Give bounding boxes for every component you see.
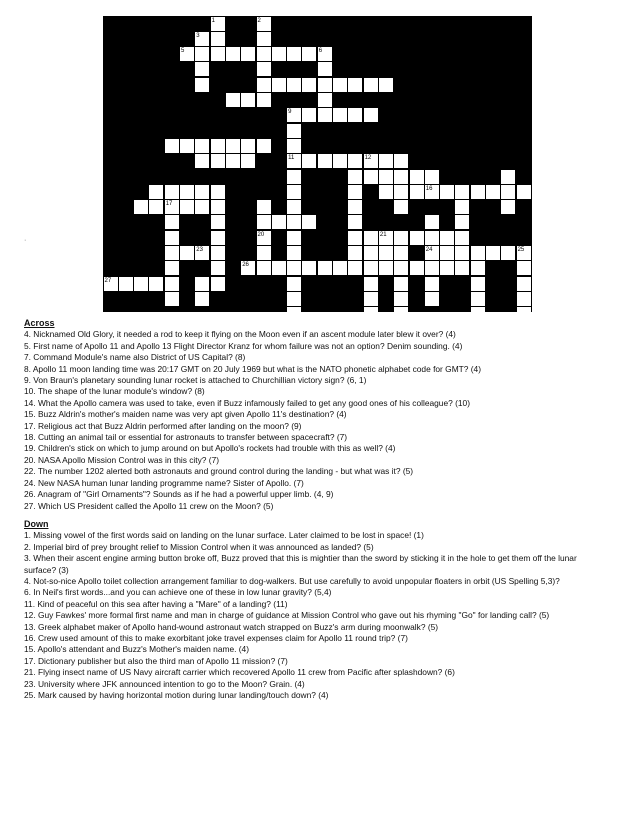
grid-cell[interactable] [394, 231, 408, 245]
grid-cell[interactable] [180, 246, 194, 260]
grid-cell[interactable] [272, 47, 286, 61]
grid-cell[interactable] [455, 185, 469, 199]
grid-cell[interactable] [149, 277, 163, 291]
grid-number: 14 [196, 170, 203, 177]
grid-cell[interactable] [394, 185, 408, 199]
grid-cell[interactable] [211, 231, 225, 245]
grid-cell[interactable] [195, 139, 209, 153]
grid-number: 22 [150, 247, 158, 253]
across-clue: 24. New NASA human lunar landing programme name? Sister of Apollo. (7) [24, 477, 304, 488]
grid-number: 26 [242, 262, 249, 269]
grid-cell[interactable] [287, 231, 301, 245]
grid-cell[interactable] [379, 185, 393, 199]
grid-cell[interactable] [333, 261, 347, 275]
across-clue-list [24, 329, 608, 512]
grid-cell[interactable] [257, 200, 271, 214]
grid-cell[interactable] [410, 170, 424, 184]
grid-cell[interactable] [180, 185, 194, 199]
down-clue: 1. Missing vowel of the first words said on landing on the lunar surface. Later claimed to be lost in space! (1) [24, 530, 424, 541]
grid-cell[interactable] [134, 200, 148, 214]
across-clue: 26. Anagram of "Girl Ornaments"? Sounds as if he had a powerful upper limb. (4, 9) [24, 489, 334, 500]
grid-cell[interactable] [348, 200, 362, 214]
grid-cell[interactable] [455, 231, 469, 245]
grid-cell[interactable] [241, 139, 255, 153]
grid-number: 1 [211, 17, 215, 24]
down-clue: 11. Kind of peaceful on this sea after having a "Mare" of a landing? (11) [24, 598, 288, 609]
grid-number: 17 [165, 201, 173, 208]
grid-cell[interactable] [440, 261, 454, 275]
grid-number: 23 [196, 247, 203, 253]
clues-section [24, 318, 608, 701]
grid-number: 12 [364, 155, 372, 162]
across-clue: 9. Von Braun's planetary sounding lunar rocket is attached to Churchillian victory sign? (6, 1) [24, 375, 367, 386]
grid-cell[interactable] [394, 261, 408, 275]
down-heading: Down [24, 518, 49, 529]
grid-cell[interactable] [471, 185, 485, 199]
grid-number: 15 [456, 170, 464, 177]
grid-cell[interactable] [517, 277, 531, 291]
grid-cell[interactable] [302, 154, 316, 168]
grid-cell[interactable] [149, 200, 163, 214]
grid-cell[interactable] [440, 231, 454, 245]
grid-cell[interactable] [425, 215, 439, 229]
grid-cell[interactable] [287, 215, 301, 229]
down-clue: 13. Greek alphabet maker of Apollo hand-wound astronaut watch strapped on Buzz's arm during moonwalk? (5) [24, 621, 439, 632]
grid-cell[interactable] [180, 200, 194, 214]
grid-cell[interactable] [257, 139, 271, 153]
grid-cell[interactable] [287, 170, 301, 184]
grid-number: 3 [196, 32, 200, 39]
grid-cell[interactable] [165, 292, 179, 306]
grid-cell[interactable] [287, 185, 301, 199]
down-clue: 21. Flying insect name of US Navy aircraft carrier which recovered Apollo 11 crew from Pacific after splashdown? (6) [24, 667, 455, 678]
grid-cell[interactable] [287, 200, 301, 214]
grid-cell[interactable] [455, 200, 469, 214]
grid-cell[interactable] [241, 154, 255, 168]
grid-cell[interactable] [302, 47, 316, 61]
grid-cell[interactable] [379, 261, 393, 275]
grid-cell[interactable] [517, 292, 531, 306]
grid-number: 10 [150, 139, 158, 146]
down-clue: 4. Not-so-nice Apollo toilet collection arrangement familiar to dog-walkers. But use carefully to avoid unpopular floaters in orbit (US Spelling 5,3)? [24, 575, 560, 586]
grid-number: 7 [226, 63, 231, 70]
grid-cell[interactable] [517, 261, 531, 275]
grid-cell[interactable] [379, 78, 393, 92]
grid-cell[interactable] [348, 154, 362, 168]
grid-cell[interactable] [226, 93, 240, 107]
grid-cell[interactable] [257, 62, 271, 76]
across-clue: 27. Which US President called the Apollo 11 crew on the Moon? (5) [24, 500, 274, 511]
crossword-grid [103, 16, 532, 312]
across-clue: 19. Children's stick on which to jump around on but Apollo's rockets had trouble with this as well? (4) [24, 443, 396, 454]
grid-cell[interactable] [241, 93, 255, 107]
grid-cell[interactable] [257, 78, 271, 92]
grid-number: 16 [425, 185, 433, 192]
grid-cell[interactable] [333, 154, 347, 168]
grid-cell[interactable] [318, 261, 332, 275]
grid-number: 20 [257, 231, 265, 238]
down-clue: 6. In Neil's first words...and you can achieve one of these in low lunar gravity? (5,4) [24, 587, 332, 598]
grid-cell[interactable] [195, 154, 209, 168]
across-heading: Across [24, 318, 55, 328]
grid-cell[interactable] [302, 108, 316, 122]
grid-cell[interactable] [257, 32, 271, 46]
grid-cell[interactable] [364, 277, 378, 291]
grid-cell[interactable] [348, 215, 362, 229]
grid-cell[interactable] [195, 277, 209, 291]
grid-cell[interactable] [211, 32, 225, 46]
grid-cell[interactable] [440, 246, 454, 260]
down-clue: 15. Apollo's attendant and Buzz's Mother's maiden name. (4) [24, 644, 249, 655]
grid-cell[interactable] [211, 261, 225, 275]
grid-cell[interactable] [348, 78, 362, 92]
down-clue-list [24, 530, 608, 701]
grid-cell[interactable] [211, 200, 225, 214]
grid-number: 21 [379, 231, 387, 238]
grid-cell[interactable] [394, 200, 408, 214]
down-clue: 16. Crew used amount of this to make exorbitant joke travel expenses claim for Apollo 11 round trip? (7) [24, 632, 408, 643]
grid-cell[interactable] [425, 277, 439, 291]
down-clue: 2. Imperial bird of prey brought relief to Mission Control when it was announced as landed? (5) [24, 541, 374, 552]
grid-cell[interactable] [287, 292, 301, 306]
grid-cell[interactable] [180, 139, 194, 153]
grid-cell[interactable] [195, 47, 209, 61]
grid-cell[interactable] [226, 154, 240, 168]
grid-cell[interactable] [364, 78, 378, 92]
grid-cell[interactable] [165, 261, 179, 275]
grid-cell[interactable] [379, 246, 393, 260]
grid-number: 19 [119, 216, 127, 223]
grid-cell[interactable] [165, 139, 179, 153]
grid-cell[interactable] [333, 78, 347, 92]
grid-cell[interactable] [455, 246, 469, 260]
grid-cell[interactable] [333, 108, 347, 122]
grid-cell[interactable] [226, 47, 240, 61]
grid-cell[interactable] [348, 185, 362, 199]
grid-cell[interactable] [211, 277, 225, 291]
grid-cell[interactable] [257, 215, 271, 229]
grid-cell[interactable] [501, 185, 515, 199]
grid-cell[interactable] [455, 261, 469, 275]
down-clue: 12. Guy Fawkes' more formal first name and man in charge of guidance at Mission Control who gave out his rhyming "Go" for landing call? (5) [24, 610, 550, 621]
grid-cell[interactable] [211, 154, 225, 168]
grid-cell[interactable] [287, 277, 301, 291]
grid-number: 13 [456, 155, 464, 162]
grid-number: 8 [196, 94, 200, 100]
grid-cell[interactable] [211, 185, 225, 199]
grid-cell[interactable] [272, 78, 286, 92]
grid-cell[interactable] [287, 261, 301, 275]
grid-cell[interactable] [211, 139, 225, 153]
across-clue: 17. Religious act that Buzz Aldrin performed after landing on the moon? (9) [24, 420, 302, 431]
down-clue: 23. University where JFK announced intention to go to the Moon? Grain. (4) [24, 678, 305, 689]
grid-cell[interactable] [410, 261, 424, 275]
grid-cell[interactable] [364, 292, 378, 306]
across-clue: 15. Buzz Aldrin's mother's maiden name was very apt given Apollo 11's destination? (4) [24, 409, 347, 420]
grid-number: 4 [226, 32, 231, 39]
grid-cell[interactable] [165, 277, 179, 291]
across-clue: 7. Command Module's name also District of US Capital? (8) [24, 352, 246, 363]
grid-cell[interactable] [195, 62, 209, 76]
down-clue: 3. When their ascent engine arming button broke off, Buzz proved that this is mightier than the sword by sticking it in the hole to get them off the lunar surface? (3) [24, 553, 577, 575]
across-clue: 5. First name of Apollo 11 and Apollo 13 Flight Director Kranz for whom failure was not an option? Denim sounding. (4) [24, 340, 463, 351]
grid-cell[interactable] [211, 246, 225, 260]
grid-cell[interactable] [471, 246, 485, 260]
across-clue: 18. Cutting an animal tail or essential for astronauts to transfer between spacecraft? (7) [24, 432, 348, 443]
grid-cell[interactable] [211, 215, 225, 229]
grid-cell[interactable] [364, 108, 378, 122]
grid-cell[interactable] [425, 292, 439, 306]
across-clue: 4. Nicknamed Old Glory, it needed a rod to keep it flying on the Moon even if an ascent module later blew it over? (4) [24, 329, 456, 340]
grid-number: 9 [288, 109, 292, 116]
grid-cell[interactable] [257, 93, 271, 107]
grid-cell[interactable] [455, 215, 469, 229]
grid-cell[interactable] [134, 277, 148, 291]
grid-cell[interactable] [287, 124, 301, 138]
grid-cell[interactable] [165, 246, 179, 260]
grid-cell[interactable] [425, 261, 439, 275]
down-clue: 17. Dictionary publisher but also the third man of Apollo 11 mission? (7) [24, 655, 288, 666]
across-clue: 14. What the Apollo camera was used to take, even if Buzz infamously failed to get any good ones of his colleague? (10) [24, 397, 471, 408]
grid-cell[interactable] [318, 154, 332, 168]
across-clue: 10. The shape of the lunar module's window? (8) [24, 386, 205, 397]
grid-cell[interactable] [348, 108, 362, 122]
grid-cell[interactable] [257, 261, 271, 275]
grid-cell[interactable] [272, 261, 286, 275]
grid-cell[interactable] [195, 292, 209, 306]
grid-cell[interactable] [302, 78, 316, 92]
grid-cell[interactable] [195, 185, 209, 199]
grid-cell[interactable] [257, 246, 271, 260]
grid-cell[interactable] [287, 139, 301, 153]
grid-cell[interactable] [287, 78, 301, 92]
grid-cell[interactable] [501, 246, 515, 260]
grid-cell[interactable] [348, 261, 362, 275]
grid-number: 11 [288, 155, 295, 162]
grid-cell[interactable] [379, 170, 393, 184]
grid-cell[interactable] [287, 47, 301, 61]
grid-cell[interactable] [211, 47, 225, 61]
grid-cell[interactable] [471, 277, 485, 291]
grid-cell[interactable] [471, 292, 485, 306]
across-clue: 22. The number 1202 alerted both astronauts and ground control during the landing - but what was it? (5) [24, 466, 414, 477]
grid-cell[interactable] [165, 231, 179, 245]
grid-cell[interactable] [379, 154, 393, 168]
grid-cell[interactable] [517, 185, 531, 199]
grid-number: 24 [425, 247, 433, 253]
grid-cell[interactable] [318, 93, 332, 107]
grid-cell[interactable] [149, 185, 163, 199]
grid-number: 25 [517, 247, 525, 253]
grid-cell[interactable] [394, 154, 408, 168]
grid-cell[interactable] [318, 78, 332, 92]
grid-cell[interactable] [425, 231, 439, 245]
grid-cell[interactable] [348, 170, 362, 184]
grid-number: 5 [181, 48, 185, 55]
across-clue: 20. NASA Apollo Mission Control was in this city? (7) [24, 454, 220, 465]
grid-cell[interactable] [532, 246, 546, 260]
grid-number: 27 [104, 277, 112, 284]
grid-cell[interactable] [302, 215, 316, 229]
grid-cell[interactable] [195, 78, 209, 92]
grid-cell[interactable] [364, 231, 378, 245]
grid-cell[interactable] [394, 246, 408, 260]
down-clue: 25. Mark caused by having horizontal motion during lunar landing/touch down? (4) [24, 690, 329, 700]
grid-cell[interactable] [394, 292, 408, 306]
grid-number: 18 [364, 201, 372, 208]
grid-cell[interactable] [119, 277, 133, 291]
grid-cell[interactable] [257, 47, 271, 61]
grid-cell[interactable] [486, 246, 500, 260]
grid-cell[interactable] [364, 170, 378, 184]
grid-cell[interactable] [318, 108, 332, 122]
grid-cell[interactable] [440, 185, 454, 199]
grid-cell[interactable] [287, 246, 301, 260]
grid-cell[interactable] [226, 139, 240, 153]
grid-cell[interactable] [302, 261, 316, 275]
grid-cell[interactable] [241, 47, 255, 61]
grid-number: 2 [257, 17, 261, 24]
grid-cell[interactable] [425, 170, 439, 184]
grid-cell[interactable] [318, 62, 332, 76]
grid-cell[interactable] [348, 246, 362, 260]
grid-cell[interactable] [348, 231, 362, 245]
grid-cell[interactable] [272, 215, 286, 229]
grid-cell[interactable] [410, 231, 424, 245]
grid-cell[interactable] [165, 215, 179, 229]
grid-number: 6 [318, 48, 323, 55]
grid-cell[interactable] [165, 185, 179, 199]
stray-mark: · [24, 237, 27, 244]
grid-cell[interactable] [501, 170, 515, 184]
grid-cell[interactable] [471, 261, 485, 275]
grid-cell[interactable] [501, 200, 515, 214]
grid-cell[interactable] [410, 185, 424, 199]
grid-cell[interactable] [364, 261, 378, 275]
grid-cell[interactable] [394, 170, 408, 184]
grid-cell[interactable] [195, 200, 209, 214]
across-clue: 8. Apollo 11 moon landing time was 20:17 GMT on 20 July 1969 but what is the NATO phonetic alphabet code for GMT? (4) [24, 363, 482, 374]
grid-cell[interactable] [394, 277, 408, 291]
grid-cell[interactable] [486, 185, 500, 199]
grid-cell[interactable] [364, 246, 378, 260]
